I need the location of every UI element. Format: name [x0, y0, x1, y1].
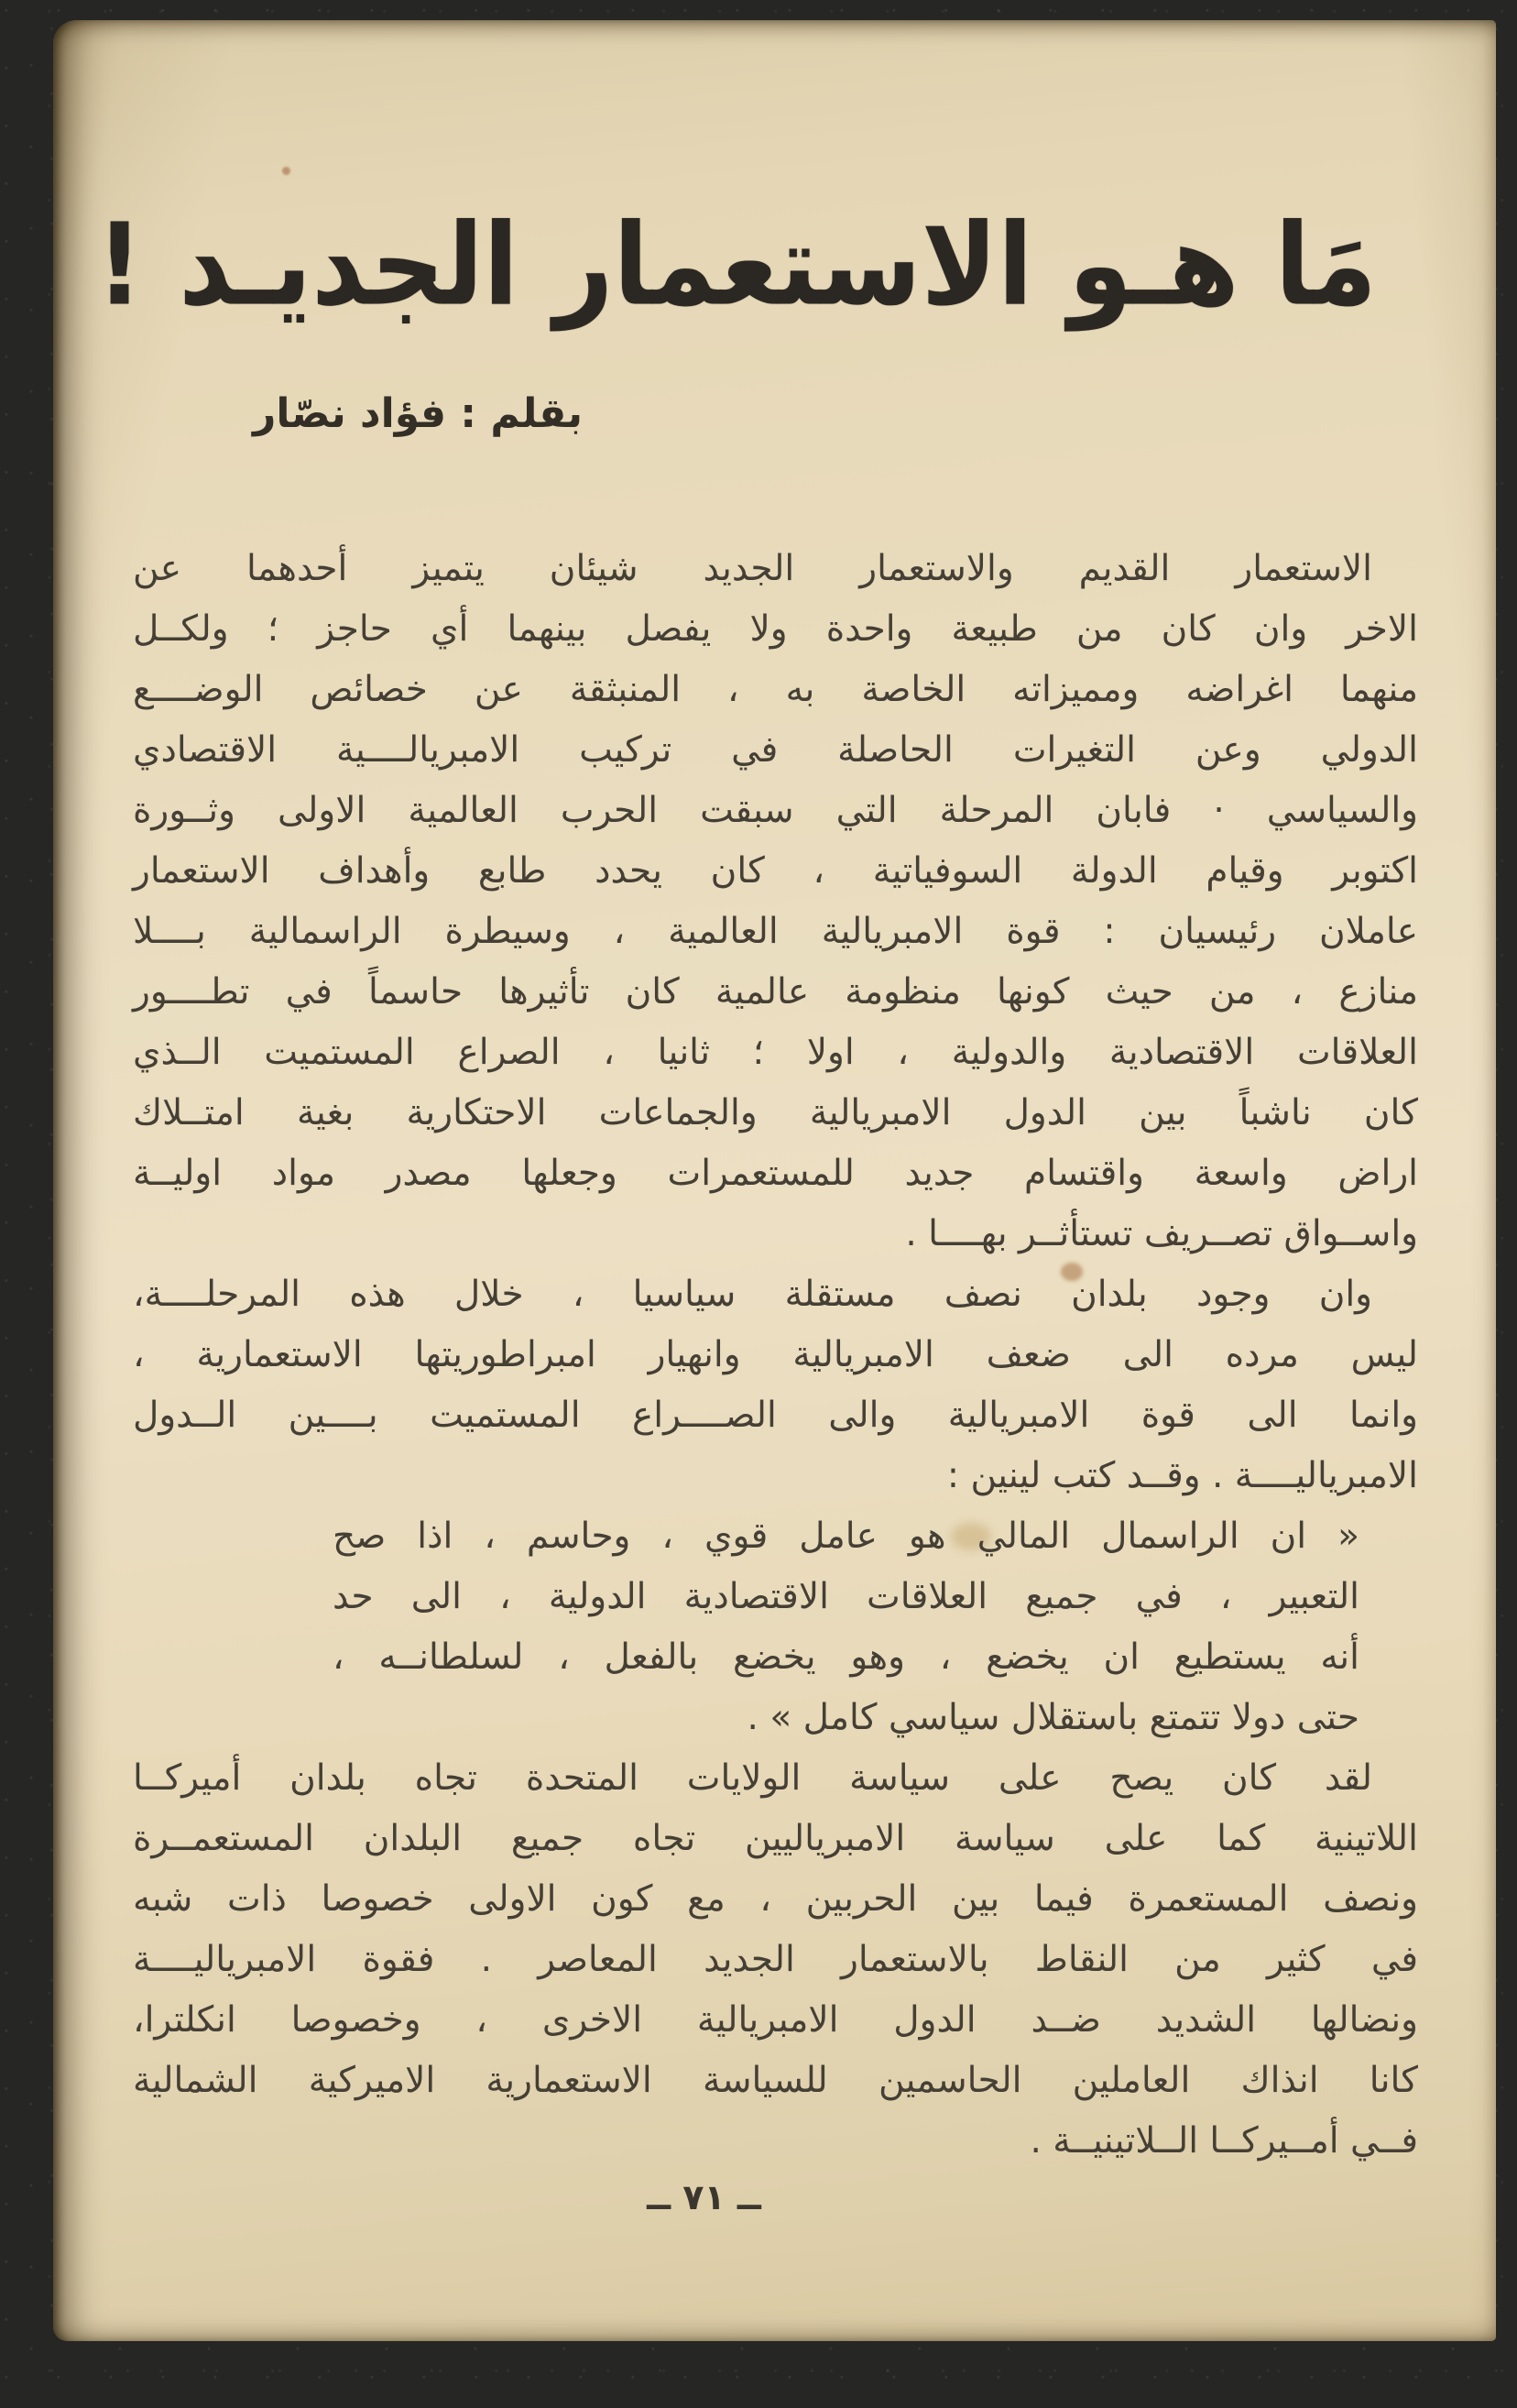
quote-line: حتى دولا تتمتع باستقلال سياسي كامل » . [747, 1697, 1359, 1738]
body-line: كان ناشباً بين الدول الامبريالية والجماعات الاحتكارية بغية امتــلاك [133, 1092, 1418, 1133]
body-line: الامبرياليــــة . وقــد كتب لينين : [946, 1455, 1418, 1496]
body-line: في كثير من النقاط بالاستعمار الجديد المعاصر . فقوة الامبرياليــــة [133, 1939, 1418, 1980]
article-body [133, 539, 1418, 2172]
quote-line: أنه يستطيع ان يخضع ، وهو يخضع بالفعل ، لسلطانــه ، [333, 1636, 1359, 1678]
body-line: الاخر وان كان من طبيعة واحدة ولا يفصل بينهما أي حاجز ؛ ولكــل [133, 608, 1418, 650]
body-line: الدولي وعن التغيرات الحاصلة في تركيب الامبريالــــية الاقتصادي [133, 729, 1418, 771]
body-line: والسياسي · فابان المرحلة التي سبقت الحرب العالمية الاولى وثــورة [133, 790, 1418, 831]
body-line: فــي أمــيركــا الــلاتينيــة . [1030, 2120, 1418, 2162]
body-line: العلاقات الاقتصادية والدولية ، اولا ؛ ثانيا ، الصراع المستميت الــذي [133, 1032, 1418, 1073]
body-line: منازع ، من حيث كونها منظومة عالمية كان تأثيرها حاسماً في تطــــور [133, 971, 1418, 1012]
body-line: واســواق تصــريف تستأثــر بهــــا . [905, 1213, 1418, 1254]
page-number: ــ ٧١ ــ [647, 2177, 761, 2217]
body-line: اكتوبر وقيام الدولة السوفياتية ، كان يحدد طابع وأهداف الاستعمار [133, 850, 1418, 892]
body-line: اللاتينية كما على سياسة الامبرياليين تجاه جميع البلدان المستعمــرة [133, 1818, 1418, 1859]
paper-stain [282, 167, 290, 175]
body-line: لقد كان يصح على سياسة الولايات المتحدة تجاه بلدان أميركــا [133, 1757, 1372, 1799]
body-line: عاملان رئيسيان : قوة الامبريالية العالمية ، وسيطرة الراسمالية بــــلا [133, 911, 1418, 952]
body-line: اراض واسعة واقتسام جديد للمستعمرات وجعلها مصدر مواد اوليــة [133, 1153, 1418, 1194]
body-line: الاستعمار القديم والاستعمار الجديد شيئان يتميز أحدهما عن [133, 548, 1372, 589]
body-line: كانا انذاك العاملين الحاسمين للسياسة الاستعمارية الاميركية الشمالية [133, 2060, 1418, 2101]
body-line: ونضالها الشديد ضــد الدول الامبريالية الاخرى ، وخصوصا انكلترا، [133, 1999, 1418, 2041]
body-line: ونصف المستعمرة فيما بين الحربين ، مع كون الاولى خصوصا ذات شبه [133, 1878, 1418, 1920]
quote-line: التعبير ، في جميع العلاقات الاقتصادية الدولية ، الى حد [333, 1576, 1359, 1617]
body-line: وان وجود بلدان نصف مستقلة سياسيا ، خلال هذه المرحلــــة، [133, 1274, 1372, 1315]
body-line: منهما اغراضه ومميزاته الخاصة به ، المنبثقة عن خصائص الوضــــع [133, 669, 1418, 710]
scanned-page [53, 20, 1496, 2341]
lenin-quote [133, 1506, 1418, 1748]
quote-line: « ان الراسمال المالي هو عامل قوي ، وحاسم ، اذا صح [333, 1516, 1359, 1557]
body-line: ليس مرده الى ضعف الامبريالية وانهيار امبراطوريتها الاستعمارية ، [133, 1334, 1418, 1375]
page-title: مَا هـو الاستعمار الجديـد ! [96, 200, 1377, 331]
body-line: وانما الى قوة الامبريالية والى الصــــراع المستميت بــــين الــدول [133, 1395, 1418, 1436]
byline: بقلم : فؤاد نصّار [253, 390, 583, 437]
